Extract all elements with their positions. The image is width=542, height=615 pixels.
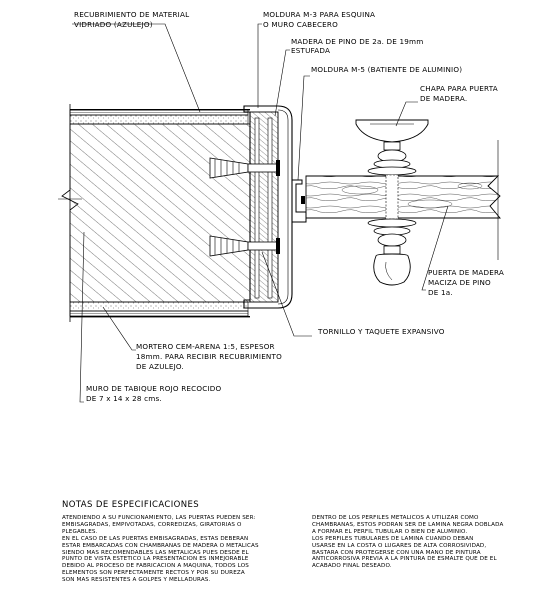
label-chapa [420,84,498,103]
notes-line: USARSE EN LA COSTA O LUGARES DE ALTA CORROSIVIDAD, [312,542,487,549]
svg-text:CHAPA PARA PUERTA: CHAPA PARA PUERTA [420,84,498,93]
label-moldura-m3 [263,10,375,29]
notes-line: DENTRO DE LOS PERFILES METALICOS A UTILIZAR COMO [312,515,479,521]
notes-right-column [312,515,503,570]
svg-text:O MURO CABECERO: O MURO CABECERO [263,20,338,29]
svg-text:TORNILLO Y TAQUETE EXPANSIVO: TORNILLO Y TAQUETE EXPANSIVO [318,327,445,336]
label-moldura-m5 [311,65,462,74]
label-madera-pino [291,37,423,55]
svg-text:VIDRIADO (AZULEJO): VIDRIADO (AZULEJO) [74,20,153,29]
notes-line: ACABADO FINAL DESEADO. [312,563,392,570]
tile-and-mortar-top [70,109,250,124]
notes-line: ESTAR EMBARCADAS CON CHAMBRANAS DE MADERA O METALICAS [62,542,259,549]
notes-line: DEBIDO AL PROCESO DE FABRICACION A MAQUINA, TODOS LOS [62,563,250,570]
svg-text:MOLDURA M-3 PARA ESQUINA: MOLDURA M-3 PARA ESQUINA [263,10,376,19]
notes-line: SON MAS RESISTENTES A GOLPES Y MELLADURAS. [62,577,211,584]
svg-text:MACIZA DE PINO: MACIZA DE PINO [428,278,491,287]
moulding-m5-aluminium-stop [292,180,306,222]
notes-line: LOS PERFILES TUBULARES DE LAMINA CUANDO DEBAN [312,535,474,542]
notes-line: ANTICORROSIVA PREVIA A LA PINTURA DE ESMALTE QUE DE EL [312,556,497,563]
notes-line: ELEMENTOS SON PERFECTAMENTE RECTOS Y POR SU DUREZA [62,570,245,577]
svg-text:MOLDURA M-5 (BATIENTE DE ALUMI: MOLDURA M-5 (BATIENTE DE ALUMINIO) [311,65,463,74]
notes-line: PUNTO DE VISTA ESTETICO LA PRESENTACION ES INMEJORABLE [62,556,249,563]
tile-and-mortar-bottom [70,302,250,317]
label-recubrimiento [74,10,189,29]
notes-title: NOTAS DE ESPECIFICACIONES [62,500,200,510]
notes-line: PLEGABLES. [62,528,98,535]
label-puerta [428,268,504,297]
svg-text:MADERA DE PINO DE 2a. DE 19mm: MADERA DE PINO DE 2a. DE 19mm [291,37,424,46]
pine-wood-frame [250,112,278,302]
svg-text:PUERTA DE MADERA: PUERTA DE MADERA [428,268,505,277]
notes-line: EMBISAGRADAS, EMPIVOTADAS, CORREDIZAS, GIRATORIAS O [62,521,242,528]
svg-text:DE MADERA.: DE MADERA. [420,94,468,103]
notes-left-column [62,515,259,584]
svg-text:MORTERO CEM-ARENA 1:5, ESPESOR: MORTERO CEM-ARENA 1:5, ESPESOR [136,342,275,351]
svg-text:DE 7 x 14 x 28 cms.: DE 7 x 14 x 28 cms. [86,394,162,403]
notes-line: CHAMBRANAS, ESTOS PODRAN SER DE LAMINA NEGRA DOBLADA [312,521,504,528]
label-mortero [136,342,282,371]
notes-line: BASTARA CON PROTEGERSE CON UNA MANO DE PINTURA [312,549,481,556]
svg-text:18mm. PARA RECIBIR RECUBRIMIEN: 18mm. PARA RECIBIR RECUBRIMIENTO [136,352,282,361]
notes-line: ATENDIENDO A SU FUNCIONAMIENTO, LAS PUERTAS PUEDEN SER: [62,515,256,521]
svg-text:DE 1a.: DE 1a. [428,288,453,297]
svg-text:ESTUFADA: ESTUFADA [291,46,331,55]
notes-line: A FORMAR EL PERFIL TUBULAR O BIEN DE ALUMINIO. [312,528,468,535]
notes-line: EN EL CASO DE LAS PUERTAS EMBISAGRADAS, ESTAS DEBERAN [62,535,249,542]
label-tornillo [317,327,445,336]
svg-text:DE AZULEJO.: DE AZULEJO. [136,362,184,371]
svg-text:RECUBRIMIENTO DE MATERIAL: RECUBRIMIENTO DE MATERIAL [74,10,190,19]
solid-pine-door-leaf [306,176,500,218]
svg-text:MURO DE TABIQUE ROJO RECOCIDO: MURO DE TABIQUE ROJO RECOCIDO [86,384,222,393]
notes-line: SIENDO MAS RECOMENDABLES LAS METALICAS PUES DESDE EL [62,549,249,556]
brick-wall [70,124,250,302]
label-muro [86,384,221,403]
